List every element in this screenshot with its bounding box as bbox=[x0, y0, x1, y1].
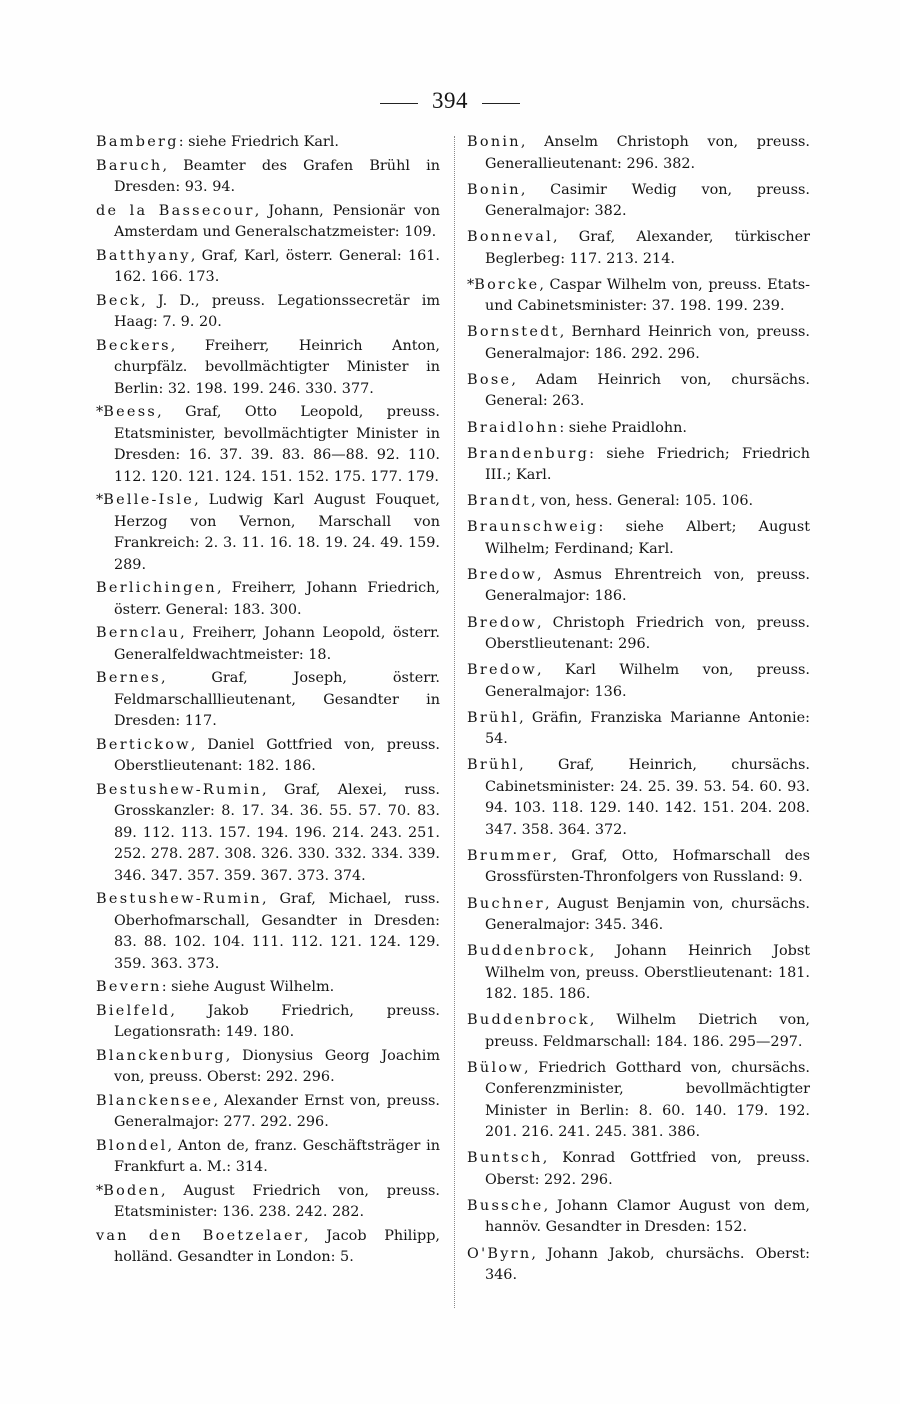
entry-headword: Boden bbox=[103, 1182, 161, 1199]
entry-text: , J. D., preuss. Legationssecretär im Haag: 7. 9. 20. bbox=[114, 292, 440, 330]
index-entry bbox=[467, 941, 810, 1006]
index-entry bbox=[96, 889, 440, 975]
entry-text: , Friedrich Gotthard von, chursächs. Conferenzminister, bevollmächtigter Minister in Berlin: 8. 60. 140. 179. 192. 201. 216. 241. 245. 381. 386. bbox=[485, 1059, 810, 1141]
index-entry bbox=[96, 336, 440, 401]
index-entry bbox=[467, 894, 810, 937]
entry-text: : siehe August Wilhelm. bbox=[161, 979, 335, 995]
entry-text: , Graf, Otto, Hofmarschall des Grossfürsten-Thronfolgers von Russland: 9. bbox=[485, 847, 810, 886]
index-entry bbox=[96, 201, 440, 244]
entry-headword: Blanckenburg bbox=[96, 1047, 226, 1064]
index-entry bbox=[96, 1136, 440, 1179]
index-entry bbox=[96, 156, 440, 199]
index-entry bbox=[96, 132, 440, 154]
header-rule-left bbox=[380, 103, 418, 104]
entry-text: , von, hess. General: 105. 106. bbox=[531, 493, 754, 510]
entry-text: , Beamter des Grafen Brühl in Dresden: 93. 94. bbox=[114, 157, 440, 195]
index-entry bbox=[467, 517, 810, 560]
entry-headword: Bestushew-Rumin bbox=[96, 891, 262, 907]
entry-text: : siehe Friedrich Karl. bbox=[178, 134, 339, 150]
entry-text: , Graf, Alexei, russ. Grosskanzler: 8. 17. 34. 36. 55. 57. 70. 83. 89. 112. 113. 157. 194. 196. 214. 243. 251. 252. 278. 287. 308. 326. 330. 332. 334. 339. 346. 347. 357. 359. 367. 373. 374. bbox=[114, 781, 440, 884]
entry-text: , August Benjamin von, chursächs. Generalmajor: 345. 346. bbox=[485, 895, 810, 933]
entry-headword: Bernclau bbox=[96, 625, 181, 641]
entry-text: , Alexander Ernst von, preuss. Generalmajor: 277. 292. 296. bbox=[114, 1092, 440, 1130]
index-entry bbox=[96, 668, 440, 733]
index-column-right bbox=[467, 132, 810, 1291]
index-entry bbox=[467, 370, 810, 413]
index-entry bbox=[467, 1148, 810, 1191]
entry-marker: * bbox=[96, 404, 104, 420]
entry-headword: Bonin bbox=[467, 134, 521, 150]
entry-text: , Christoph Friedrich von, preuss. Oberstlieutenant: 296. bbox=[485, 614, 810, 653]
index-entry bbox=[96, 1046, 440, 1089]
entry-text: , Adam Heinrich von, chursächs. General: 263. bbox=[485, 371, 810, 410]
entry-headword: Bonneval bbox=[467, 229, 554, 246]
index-entry bbox=[96, 578, 440, 621]
index-entry bbox=[467, 565, 810, 608]
index-entry bbox=[96, 977, 440, 999]
entry-text: , Asmus Ehrentreich von, preuss. Generalmajor: 186. bbox=[485, 566, 810, 605]
entry-headword: Braunschweig bbox=[467, 519, 599, 536]
page-header bbox=[0, 88, 900, 114]
entry-headword: Belle-Isle bbox=[103, 492, 195, 508]
entry-text: , Dionysius Georg Joachim von, preuss. Oberst: 292. 296. bbox=[114, 1047, 440, 1085]
index-entry bbox=[467, 227, 810, 270]
index-entry bbox=[467, 132, 810, 175]
entry-text: , Anselm Christoph von, preuss. Generallieutenant: 296. 382. bbox=[485, 134, 810, 172]
index-entry bbox=[467, 1010, 810, 1053]
entry-headword: Brühl bbox=[467, 757, 520, 774]
entry-headword: Bernes bbox=[96, 670, 161, 686]
entry-text: , Johann Jakob, chursächs. Oberst: 346. bbox=[485, 1245, 810, 1284]
entry-marker: * bbox=[96, 492, 104, 508]
index-entry bbox=[467, 180, 810, 223]
header-rule-right bbox=[482, 103, 520, 104]
index-entry bbox=[467, 418, 810, 440]
entry-headword: Bredow bbox=[467, 566, 537, 583]
index-entry bbox=[96, 291, 440, 334]
index-entry bbox=[96, 1091, 440, 1134]
index-entry bbox=[467, 660, 810, 703]
entry-headword: Brühl bbox=[467, 709, 520, 726]
entry-headword: Buchner bbox=[467, 895, 545, 912]
entry-text: : siehe Albert; August Wilhelm; Ferdinand; Karl. bbox=[485, 519, 810, 557]
entry-text: , Freiherr, Johann Friedrich, österr. General: 183. 300. bbox=[114, 580, 440, 618]
entry-headword: Brandt bbox=[467, 493, 532, 510]
index-entry bbox=[467, 1244, 810, 1287]
entry-marker: * bbox=[96, 1182, 104, 1199]
entry-headword: Brummer bbox=[467, 847, 553, 864]
entry-headword: Bornstedt bbox=[467, 324, 560, 341]
index-entry bbox=[467, 1196, 810, 1239]
entry-headword: Braidlohn bbox=[467, 419, 560, 436]
entry-headword: Buddenbrock bbox=[467, 943, 590, 960]
index-entry bbox=[467, 846, 810, 889]
entry-headword: Bamberg bbox=[96, 134, 179, 150]
entry-headword: O'Byrn bbox=[467, 1245, 532, 1262]
entry-text: , Konrad Gottfried von, preuss. Oberst: 292. 296. bbox=[485, 1150, 810, 1188]
entry-headword: Blondel bbox=[96, 1137, 168, 1154]
entry-text: , Gräfin, Franziska Marianne Antonie: 54. bbox=[485, 709, 810, 748]
entry-headword: Bredow bbox=[467, 614, 537, 631]
entry-headword: Blanckensee bbox=[96, 1092, 214, 1109]
entry-headword: Buddenbrock bbox=[467, 1012, 590, 1029]
index-entry bbox=[467, 491, 810, 513]
entry-headword: Bevern bbox=[96, 979, 162, 995]
entry-text: , Casimir Wedig von, preuss. Generalmajor: 382. bbox=[485, 181, 810, 220]
entry-text: , Wilhelm Dietrich von, preuss. Feldmarschall: 184. 186. 295—297. bbox=[485, 1012, 810, 1050]
index-entry bbox=[96, 1001, 440, 1044]
entry-text: , Anton de, franz. Geschäftsträger in Frankfurt a. M.: 314. bbox=[114, 1137, 440, 1175]
entry-text: , Graf, Karl, österr. General: 161. 162. 166. 173. bbox=[114, 247, 440, 285]
entry-text: , August Friedrich von, preuss. Etatsminister: 136. 238. 242. 282. bbox=[114, 1182, 440, 1220]
index-entry bbox=[467, 613, 810, 656]
entry-headword: Beck bbox=[96, 292, 142, 309]
entry-text: , Johann Clamor August von dem, hannöv. Gesandter in Dresden: 152. bbox=[485, 1197, 810, 1236]
column-divider bbox=[454, 136, 455, 1308]
entry-text: , Johann, Pensionär von Amsterdam und Generalschatzmeister: 109. bbox=[114, 202, 441, 240]
entry-text: , Graf, Joseph, österr. Feldmarschalllieutenant, Gesandter in Dresden: 117. bbox=[114, 670, 440, 729]
entry-headword: Bussche bbox=[467, 1197, 544, 1214]
entry-headword: de la Bassecour bbox=[96, 202, 255, 219]
entry-headword: Bose bbox=[467, 371, 512, 388]
entry-headword: Baruch bbox=[96, 157, 163, 174]
index-entry bbox=[96, 735, 440, 778]
entry-headword: van den Boetzelaer bbox=[96, 1227, 304, 1244]
entry-text: , Daniel Gottfried von, preuss. Oberstlieutenant: 182. 186. bbox=[114, 736, 440, 774]
entry-text: : siehe Friedrich; Friedrich III.; Karl. bbox=[485, 445, 810, 484]
index-entry bbox=[467, 275, 810, 318]
index-entry bbox=[467, 708, 810, 751]
entry-headword: Bielfeld bbox=[96, 1002, 171, 1019]
entry-text: , Graf, Heinrich, chursächs. Cabinetsminister: 24. 25. 39. 53. 54. 60. 93. 94. 103. 118. 129. 140. 142. 151. 204. 208. 347. 358. 364. 372. bbox=[485, 757, 810, 838]
index-entry bbox=[467, 1058, 810, 1144]
index-entry bbox=[96, 780, 440, 888]
index-entry bbox=[96, 623, 440, 666]
index-entry bbox=[96, 1181, 440, 1224]
entry-headword: Bestushew-Rumin bbox=[96, 781, 262, 798]
entry-text: , Bernhard Heinrich von, preuss. Generalmajor: 186. 292. 296. bbox=[485, 324, 810, 362]
entry-text: , Johann Heinrich Jobst Wilhelm von, preuss. Oberstlieutenant: 181. 182. 185. 186. bbox=[485, 943, 810, 1003]
entry-headword: Bredow bbox=[467, 662, 537, 679]
entry-text: , Graf, Michael, russ. Oberhofmarschall, Gesandter in Dresden: 83. 88. 102. 104. 111. 112. 121. 124. 129. 359. 363. 373. bbox=[114, 891, 440, 972]
index-entry bbox=[96, 246, 440, 289]
entry-text: , Graf, Alexander, türkischer Beglerbeg: 117. 213. 214. bbox=[485, 229, 810, 267]
entry-text: , Ludwig Karl August Fouquet, Herzog von Vernon, Marschall von Frankreich: 2. 3. 11. 16. 18. 19. 24. 49. 159. 289. bbox=[114, 492, 440, 573]
entry-headword: Bertickow bbox=[96, 736, 191, 753]
entry-text: , Caspar Wilhelm von, preuss. Etats- und Cabinetsminister: 37. 198. 199. 239. bbox=[485, 276, 810, 315]
index-entry bbox=[467, 322, 810, 365]
entry-headword: Borcke bbox=[474, 276, 540, 293]
index-entry bbox=[467, 444, 810, 487]
index-entry bbox=[96, 402, 440, 488]
index-column-left bbox=[96, 132, 440, 1269]
entry-headword: Bonin bbox=[467, 181, 521, 198]
entry-headword: Brandenburg bbox=[467, 445, 590, 462]
index-entry bbox=[467, 755, 810, 841]
entry-text: , Karl Wilhelm von, preuss. Generalmajor: 136. bbox=[485, 662, 810, 700]
entry-headword: Beckers bbox=[96, 337, 171, 354]
entry-text: , Graf, Otto Leopold, preuss. Etatsminister, bevollmächtigter Minister in Dresden: 16. 37. 39. 83. 86—88. 92. 110. 112. 120. 121. 124. 151. 152. 175. 177. 179. bbox=[114, 404, 440, 485]
entry-text: , Jacob Philipp, holländ. Gesandter in London: 5. bbox=[114, 1227, 440, 1265]
entry-text: , Freiherr, Heinrich Anton, churpfälz. bevollmächtigter Minister in Berlin: 32. 198. 199. 246. 330. 377. bbox=[114, 337, 440, 397]
index-entry bbox=[96, 490, 440, 576]
entry-headword: Beess bbox=[103, 404, 158, 420]
index-entry bbox=[96, 1226, 440, 1269]
entry-text: : siehe Praidlohn. bbox=[559, 419, 687, 436]
entry-headword: Berlichingen bbox=[96, 580, 217, 596]
entry-headword: Bülow bbox=[467, 1059, 524, 1076]
entry-headword: Buntsch bbox=[467, 1150, 543, 1167]
page-number: 394 bbox=[432, 88, 468, 113]
entry-text: , Jakob Friedrich, preuss. Legationsrath: 149. 180. bbox=[114, 1002, 440, 1040]
entry-headword: Batthyany bbox=[96, 247, 191, 264]
entry-text: , Freiherr, Johann Leopold, österr. Generalfeldwachtmeister: 18. bbox=[114, 625, 440, 663]
entry-marker: * bbox=[467, 276, 475, 293]
